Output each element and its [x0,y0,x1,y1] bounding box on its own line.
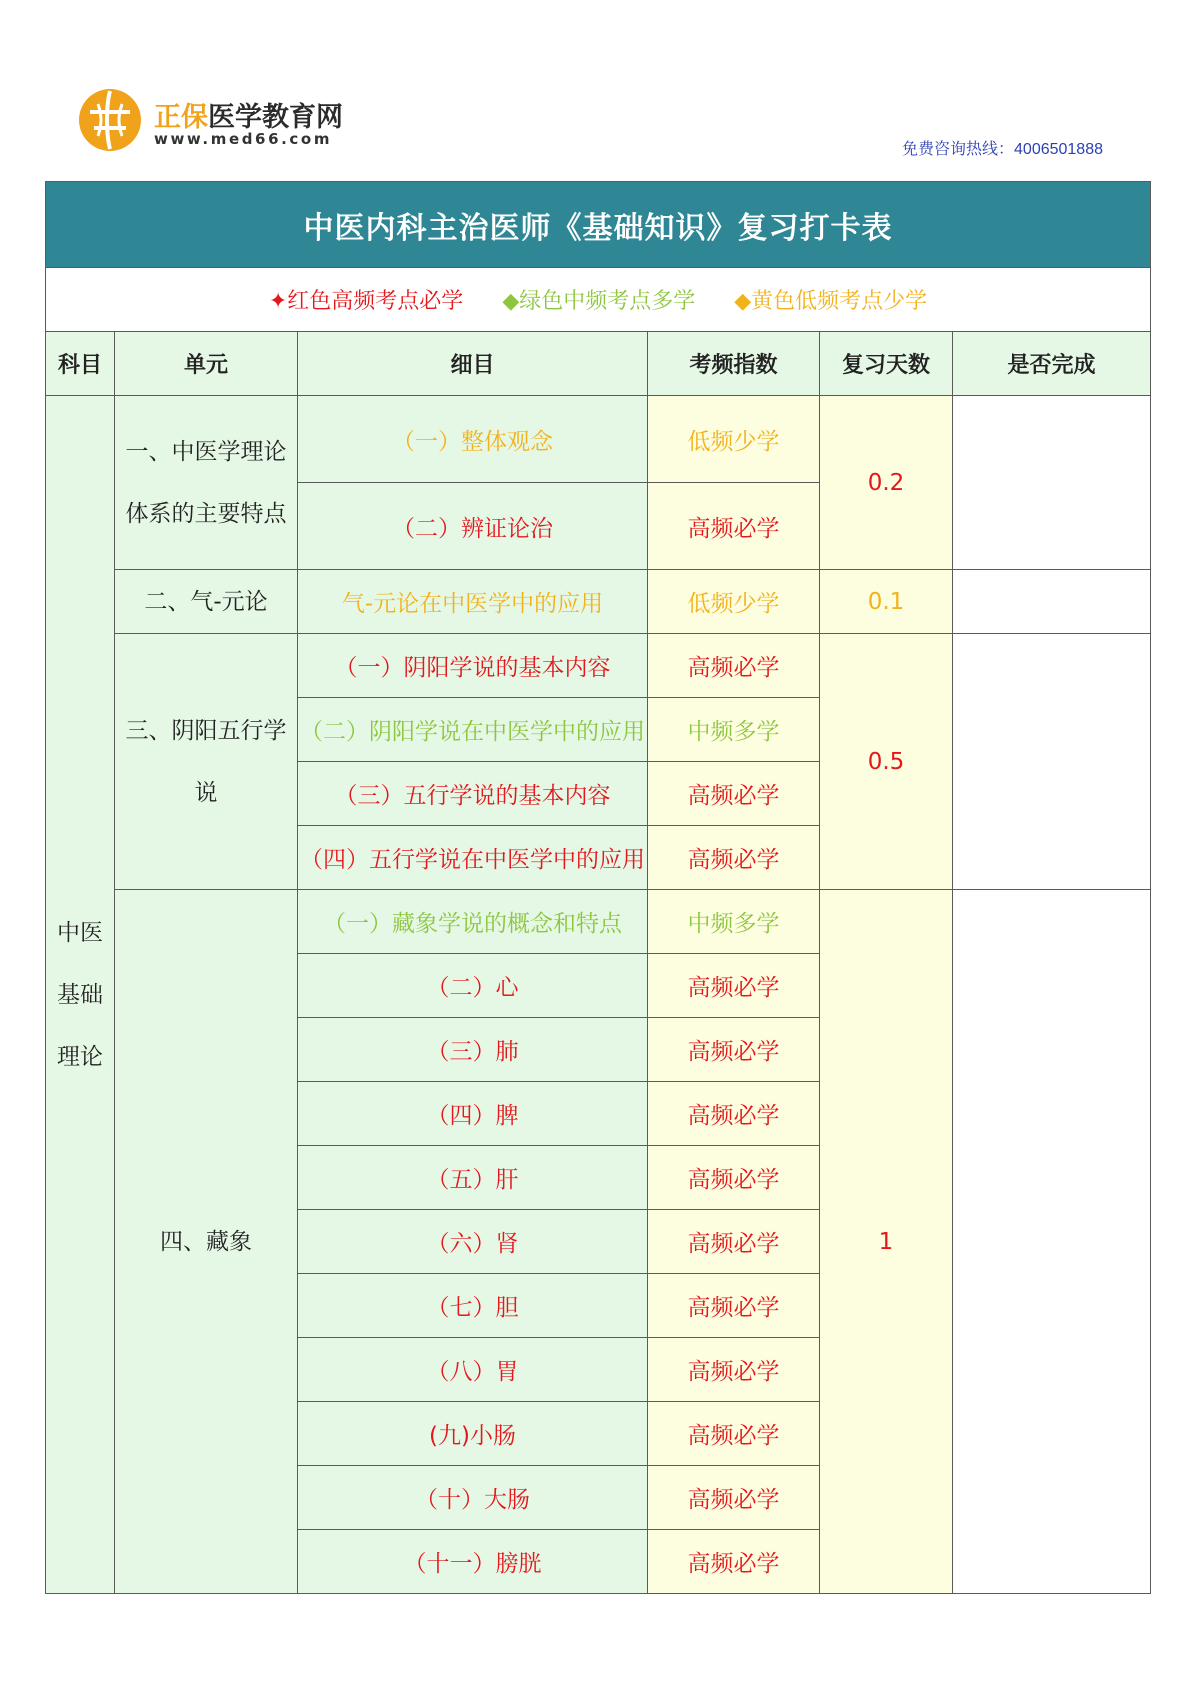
frequency-cell: 高频必学 [648,1210,820,1274]
item-cell: （二）辨证论治 [298,483,648,570]
frequency-cell: 高频必学 [648,634,820,698]
unit-cell [115,634,298,890]
unit-cell [115,890,298,1594]
checkin-table [45,181,1151,1594]
completed-checkbox-cell[interactable] [953,396,1151,570]
review-days-cell: 0.5 [820,634,953,890]
item-cell: （六）肾 [298,1210,648,1274]
frequency-cell: 高频必学 [648,1274,820,1338]
frequency-cell: 低频少学 [648,396,820,483]
unit-name-line: 二、气-元论 [144,588,268,615]
hotline-number[interactable]: 4006501888 [1014,141,1103,158]
frequency-cell: 高频必学 [648,1530,820,1594]
frequency-cell: 高频必学 [648,1338,820,1402]
subject-cell [46,396,115,1594]
item-cell: （二）阴阳学说在中医学中的应用 [298,698,648,762]
med66-logo-icon [76,86,144,154]
subject-line: 中医 [57,919,103,946]
column-header-review-days: 复习天数 [820,332,953,396]
frequency-cell: 高频必学 [648,1402,820,1466]
item-cell: （一）阴阳学说的基本内容 [298,634,648,698]
unit-cell [115,570,298,634]
table-row [46,396,1151,483]
frequency-cell: 高频必学 [648,1146,820,1210]
item-cell: （三）肺 [298,1018,648,1082]
item-cell: （四）脾 [298,1082,648,1146]
frequency-cell: 高频必学 [648,483,820,570]
completed-checkbox-cell[interactable] [953,890,1151,1594]
table-row [46,570,1151,634]
frequency-cell: 高频必学 [648,762,820,826]
column-header-completed: 是否完成 [953,332,1151,396]
brand-name-zb: 正保 [154,102,208,133]
frequency-cell: 中频多学 [648,698,820,762]
review-days-cell: 1 [820,890,953,1594]
column-header-subject: 科目 [46,332,115,396]
legend-medium: ◆绿色中频考点多学 [502,289,696,314]
item-cell: （八）胃 [298,1338,648,1402]
frequency-cell: 高频必学 [648,1466,820,1530]
item-cell: （五）肝 [298,1146,648,1210]
unit-name-line: 四、藏象 [160,1228,252,1255]
brand-name-rest: 医学教育网 [208,102,343,133]
item-cell: （七）胆 [298,1274,648,1338]
brand-url[interactable]: www.med66.com [154,130,333,148]
unit-name-line: 体系的主要特点 [125,500,287,527]
table-row [46,890,1151,954]
column-header-frequency: 考频指数 [648,332,820,396]
unit-name-line: 说 [194,779,218,806]
legend [46,268,1151,332]
review-days-cell: 0.2 [820,396,953,570]
column-header-item: 细目 [298,332,648,396]
page-header [0,0,1190,180]
unit-cell [115,396,298,570]
unit-name-line: 一、中医学理论 [125,438,287,465]
legend-low: ◆黄色低频考点少学 [734,289,928,314]
hotline-label: 免费咨询热线： [902,139,1015,158]
review-days-cell: 0.1 [820,570,953,634]
column-header-unit: 单元 [115,332,298,396]
brand-name [154,95,343,134]
frequency-cell: 高频必学 [648,1082,820,1146]
frequency-cell: 中频多学 [648,890,820,954]
item-cell: （二）心 [298,954,648,1018]
table-row [46,634,1151,698]
item-cell: （一）藏象学说的概念和特点 [298,890,648,954]
subject-line: 基础 [57,981,103,1008]
item-cell: （十一）膀胱 [298,1530,648,1594]
subject-line: 理论 [57,1043,103,1070]
frequency-cell: 低频少学 [648,570,820,634]
frequency-cell: 高频必学 [648,1018,820,1082]
item-cell: （四）五行学说在中医学中的应用 [298,826,648,890]
table-title: 中医内科主治医师《基础知识》复习打卡表 [46,182,1151,268]
legend-high: ✦红色高频考点必学 [268,289,464,314]
item-cell: （一）整体观念 [298,396,648,483]
item-cell: （十）大肠 [298,1466,648,1530]
frequency-cell: 高频必学 [648,954,820,1018]
completed-checkbox-cell[interactable] [953,634,1151,890]
item-cell: 气-元论在中医学中的应用 [298,570,648,634]
item-cell: (九)小肠 [298,1402,648,1466]
item-cell: （三）五行学说的基本内容 [298,762,648,826]
frequency-cell: 高频必学 [648,826,820,890]
hotline [902,136,1103,159]
completed-checkbox-cell[interactable] [953,570,1151,634]
unit-name-line: 三、阴阳五行学 [125,717,287,744]
